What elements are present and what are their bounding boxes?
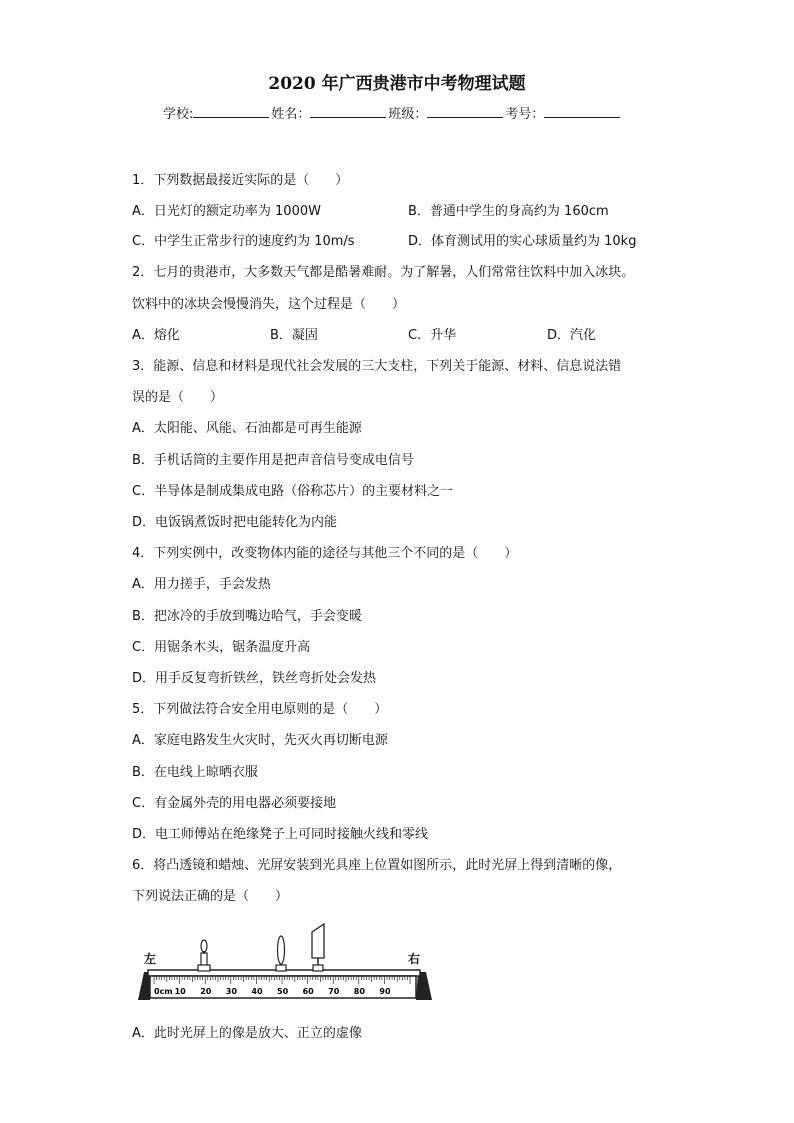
q5-option-c: C．有金属外壳的用电器必须要接地 xyxy=(132,796,337,811)
school-blank xyxy=(193,105,269,118)
class-label: 班级： xyxy=(388,107,428,122)
candle xyxy=(198,940,210,971)
q5-option-d: D．电工师傅站在绝缘凳子上可同时接触火线和零线 xyxy=(132,827,429,842)
id-label: 考号： xyxy=(505,107,545,122)
light-screen xyxy=(312,924,324,971)
q4-stem: 4．下列实例中，改变物体内能的途径与其他三个不同的是（ ） xyxy=(132,546,518,561)
right-label: 右 xyxy=(408,952,421,966)
q5-stem: 5．下列做法符合安全用电原则的是（ ） xyxy=(132,702,388,717)
q1-stem: 1．下列数据最接近实际的是（ ） xyxy=(132,173,349,188)
optical-bench-drawing xyxy=(128,920,438,1010)
q2-option-a: A．熔化 xyxy=(132,328,180,343)
q3-stem-line1: 3．能源、信息和材料是现代社会发展的三大支柱，下列关于能源、材料、信息说法错 xyxy=(132,359,622,374)
q2-option-d: D．汽化 xyxy=(547,328,597,343)
q2-stem-line2: 饮料中的冰块会慢慢消失，这个过程是（ ） xyxy=(132,297,406,312)
scale-label: 90 xyxy=(379,987,391,996)
q4-option-d: D．用手反复弯折铁丝，铁丝弯折处会发热 xyxy=(132,671,377,686)
q2-stem-line1: 2．七月的贵港市，大多数天气都是酷暑难耐。为了解暑，人们常常往饮料中加入冰块。 xyxy=(132,265,635,280)
scale-label: 80 xyxy=(353,987,365,996)
page-title: 2020 年广西贵港市中考物理试题 xyxy=(268,74,526,94)
scale-label: 50 xyxy=(277,987,289,996)
q3-stem-line2: 误的是（ ） xyxy=(132,390,224,405)
q3-option-d: D．电饭锅煮饭时把电能转化为内能 xyxy=(132,515,338,530)
class-blank xyxy=(427,105,503,118)
optical-bench-figure xyxy=(128,920,438,1010)
q1-option-a: A．日光灯的额定功率为 1000W xyxy=(132,204,321,219)
q4-option-b: B．把冰冷的手放到嘴边哈气，手会变暖 xyxy=(132,609,362,624)
q2-option-b: B．凝固 xyxy=(270,328,318,343)
id-blank xyxy=(544,105,620,118)
name-label: 姓名： xyxy=(271,107,311,122)
q1-option-b: B．普通中学生的身高约为 160cm xyxy=(408,204,609,219)
q4-option-c: C．用锯条木头，锯条温度升高 xyxy=(132,640,311,655)
q6-stem-line2: 下列说法正确的是（ ） xyxy=(132,889,289,904)
scale-label: 70 xyxy=(328,987,340,996)
school-label: 学校: xyxy=(163,107,194,122)
q4-option-a: A．用力搓手，手会发热 xyxy=(132,577,271,592)
scale-label: 20 xyxy=(200,987,212,996)
q2-option-c: C．升华 xyxy=(408,328,457,343)
q3-option-a: A．太阳能、风能、石油都是可再生能源 xyxy=(132,421,362,436)
convex-lens xyxy=(276,936,286,971)
name-blank xyxy=(310,105,386,118)
q1-option-d: D．体育测试用的实心球质量约为 10kg xyxy=(408,234,637,249)
q3-option-c: C．半导体是制成集成电路（俗称芯片）的主要材料之一 xyxy=(132,484,454,499)
q6-stem-line1: 6．将凸透镜和蜡烛、光屏安装到光具座上位置如图所示，此时光屏上得到清晰的像， xyxy=(132,858,622,873)
q3-option-b: B．手机话筒的主要作用是把声音信号变成电信号 xyxy=(132,453,414,468)
scale-label: 0cm xyxy=(154,987,173,996)
scale-label: 40 xyxy=(251,987,263,996)
q5-option-b: B．在电线上晾晒衣服 xyxy=(132,765,258,780)
scale-label: 60 xyxy=(302,987,314,996)
q5-option-a: A．家庭电路发生火灾时，先灭火再切断电源 xyxy=(132,733,388,748)
student-info-line xyxy=(163,103,622,122)
scale-label: 10 xyxy=(174,987,186,996)
q6-option-a: A．此时光屏上的像是放大、正立的虚像 xyxy=(132,1026,362,1041)
left-label: 左 xyxy=(144,952,157,966)
scale-label: 30 xyxy=(225,987,237,996)
q1-option-c: C．中学生正常步行的速度约为 10m/s xyxy=(132,234,355,249)
